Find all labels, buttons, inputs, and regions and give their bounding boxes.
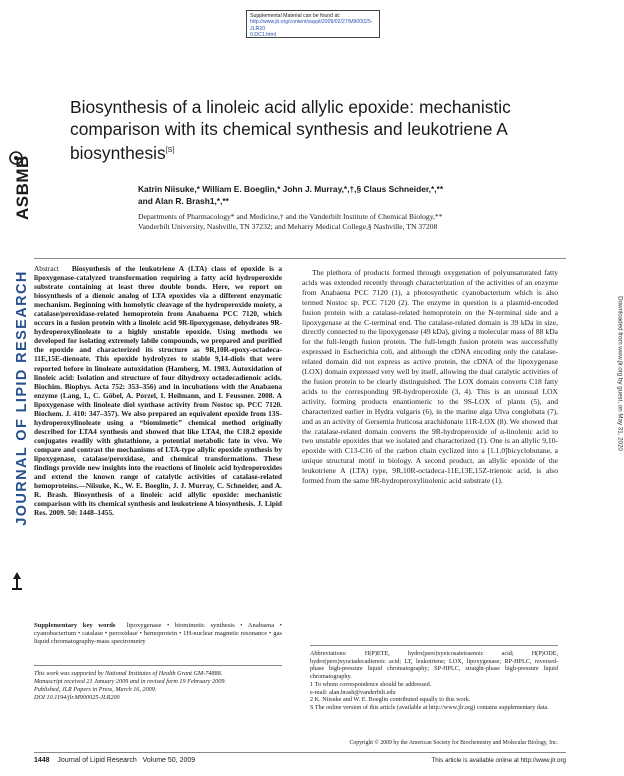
lamp-logo-icon <box>10 570 24 592</box>
published-line: Published, JLR Papers in Press, March 16, 2009. <box>34 686 157 693</box>
supplemental-label: Supplemental Material can be found at: <box>250 13 341 19</box>
footnote-email[interactable]: e-mail: alan.brash@vanderbilt.edu <box>310 688 396 696</box>
keywords-divider <box>34 665 282 666</box>
abstract <box>34 264 282 517</box>
authors-line-1: Katrin Niisuke,* William E. Boeglin,* John J. Murray,*,†,§ Claus Schneider,*,** <box>138 184 444 194</box>
funding-line: This work was supported by National Institutes of Health Grant GM-74888. <box>34 670 223 677</box>
abstract-text: Biosynthesis of the leukotriene A (LTA) class of epoxide is a lipoxygenase-catalyzed transformation requiring a fatty acid hydroperoxide substrate containing at least three double bonds. Here, we report on biosynthesis of a dienoic analog of LTA epoxides via a different enzymatic mechanism. Beginning with homolytic cleavage of the hydroperoxide moiety, a catalase/peroxidase-related hemoprotein from Anabaena PCC 7120, which occurs in a fusion protein with a linoleic acid 9R-lipoxygenase, dehydrates 9R-hydroperoxylinoleate to a highly unstable epoxide. Using methods we developed for isolating extremely labile compounds, we prepared and purified the epoxide and characterized its structure as 9R,10R-epoxy-octadeca-11E,15E-dienoate. This epoxide hydrolyzes to stable 9,14-diols that were reported before in linoleate autoxidation (Hamberg, M. 1983. Autoxidation of linoleic acid: Isolation and structure of four dihydroxy octadecadienoic acids. Biochim. Biophys. Acta 752: 353–356) and in incubations with the Anabaena enzyme (Lang, I., C. Göbel, A. Porzel, I. Heilmann, and I. Feussner. 2008. A lipoxygenase with linoleate diol synthase activity from Nostoc sp. PCC 7120. Biochem. J. 410: 347–357). We also prepared an equivalent epoxide from 13S-hydroperoxylinoleate using a “biomimetic” chemical method originally described for LTA4 synthesis and showed that like LTA4, the C18.2 epoxide conjugates readily with glutathione, a potential metabolic fate in vivo. We compare and contrast the mechanisms of LTA-type allylic epoxide synthesis by lipoxygenase, catalase/peroxidase, and chemical transformations. These findings provide new insights into the reactions of linoleic acid hydroperoxides and extend the known range of catalytic activities of catalase-related hemoproteins.—Niisuke, K., W. E. Boeglin, J. J. Murray, C. Schneider, and A. R. Brash. Biosynthesis of a linoleic acid allylic epoxide: mechanistic comparison with its chemical synthesis and leukotriene A biosynthesis. J. Lipid Res. 2009. 50: 1448–1455. <box>34 264 283 518</box>
footer-divider <box>34 752 566 753</box>
copyright-line: Copyright © 2009 by the American Society for Biochemistry and Molecular Biology, Inc. <box>349 740 558 746</box>
doi-line[interactable]: DOI 10.1194/jlr.M900025-JLR200 <box>34 694 120 701</box>
journal-name-vertical: JOURNAL OF LIPID RESEARCH <box>14 270 30 526</box>
article-title <box>70 96 550 164</box>
publisher-name: ASBMB <box>13 155 32 220</box>
footnotes <box>310 650 558 712</box>
footer-volume: Volume 50, 2009 <box>142 757 196 764</box>
footnote-2: 2 K. Niisuke and W. E. Boeglin contributed equally to this work. <box>310 696 471 704</box>
author-list <box>138 184 548 207</box>
footer-availability: This article is available online at http://www.jlr.org <box>431 757 566 764</box>
supplemental-link[interactable]: http://www.jlr.org/content/suppl/2009/02/27/M900025-JLR20 <box>250 19 373 32</box>
received-line: Manuscript received 21 January 2009 and in revised form 19 February 2009. <box>34 678 227 685</box>
page-number: 1448 <box>34 757 50 764</box>
keywords-label: Supplementary key words <box>34 622 116 629</box>
affiliation-line-1: Departments of Pharmacology* and Medicine,† and the Vanderbilt Institute of Chemical Biology,** <box>138 212 443 221</box>
footer-journal: Journal of Lipid Research <box>57 757 137 764</box>
header-divider <box>34 258 566 259</box>
funding-notes <box>34 670 282 702</box>
supplemental-marker: [S] <box>165 147 175 154</box>
title-text: Biosynthesis of a linoleic acid allylic epoxide: mechanistic comparison with its chemical synthesis and leukotriene A biosynthesis <box>70 97 511 163</box>
keywords-text: lipoxygenase • biomimetic synthesis • Anabaena • cyanobacterium • catalase • peroxidase • hemoprotein • 1H-nuclear magnetic resonance • gas liquid chromatography-mass spectrometry <box>34 622 282 646</box>
footnote-divider <box>310 645 558 646</box>
abbreviations: Abbreviations: H(P)ETE, hydro(pero)xyeicosatetraenoic acid; H(P)ODE, hydro(pero)xyoctadecadienoic acid; LT, leukotriene; LOX, lipoxygenase; RP-HPLC, reversed-phase high-pressure liquid chromatography; SP-HPLC, straight-phase high-pressure liquid chromatography. <box>310 650 558 681</box>
keywords <box>34 622 282 647</box>
affiliation-line-2: Vanderbilt University, Nashville, TN 37232; and Meharry Medical College,§ Nashville, TN 37208 <box>138 222 438 231</box>
footnote-1: 1 To whom correspondence should be addressed. <box>310 680 432 688</box>
authors-line-2: and Alan R. Brash1,*,** <box>138 195 229 206</box>
download-note: Downloaded from www.jlr.org by guest, on May 31, 2020 <box>616 296 624 451</box>
abstract-label: Abstract <box>34 264 59 273</box>
supplemental-material-box <box>246 10 380 38</box>
footnote-3: S The online version of this article (available at http://www.jlr.org) contains supplementary data. <box>310 703 549 711</box>
body-paragraph: The plethora of products formed through oxygenation of polyunsaturated fatty acids was extended recently through characterization of the activities of an enzyme from Anabaena PCC 7120 (1), a photosynthetic cyanobacterium which is also termed Nostoc sp. PCC 7120 (2). The enzyme in question is a plasmid-encoded fusion protein with a catalase-related hemoprotein on the N-terminal side and a lipoxygenase at the C-terminal end. The catalase-related domain is 39 kDa in size, directly connected to the lipoxygenase (49 kDa), giving a molecular mass of 88 kDa for the full-length fusion protein. The full-length fusion protein was successfully expressed in Escherichia coli, and although the cDNA encoding only the catalase-related domain did not express as active protein, the cDNA of the lipoxygenase (LOX) domain expressed very well by itself, allowing the dual catalytic activities of the fusion protein to be clearly distinguished. The LOX domain converts C18 fatty acids to the corresponding 9R-hydroperoxide (3, 4). This is an unusual LOX activity, forming products enantiomeric to the 9S-LOX of plants (5), and characterized earlier in Hydra vulgaris (6), in the marine alga Ulva conglobata (7), and as an activity of Gersemia fruticosa arachidonate 11R-LOX (8). We showed that the catalase-related domain converts the 9R-hydroperoxide of α-linolenic acid to two unstable epoxides that we isolated and characterized (1). One is an allylic 9,10-epoxide with C13-C16 of the carbon chain cyclized into a [1.1.0]bicyclobutane, a unique structural motif in biology. A second product, an allylic epoxide of the leukotriene A (LTA) type, 9R,10R-octadeca-11E,13E,15Z-trienoic acid, is also formed from the same 9R-hydroperoxylinolenic acid substrate (1). <box>302 268 558 486</box>
affiliations <box>138 212 558 232</box>
footer-citation <box>34 757 334 764</box>
supplemental-link-cont[interactable]: 0.DC1.html <box>250 31 276 38</box>
